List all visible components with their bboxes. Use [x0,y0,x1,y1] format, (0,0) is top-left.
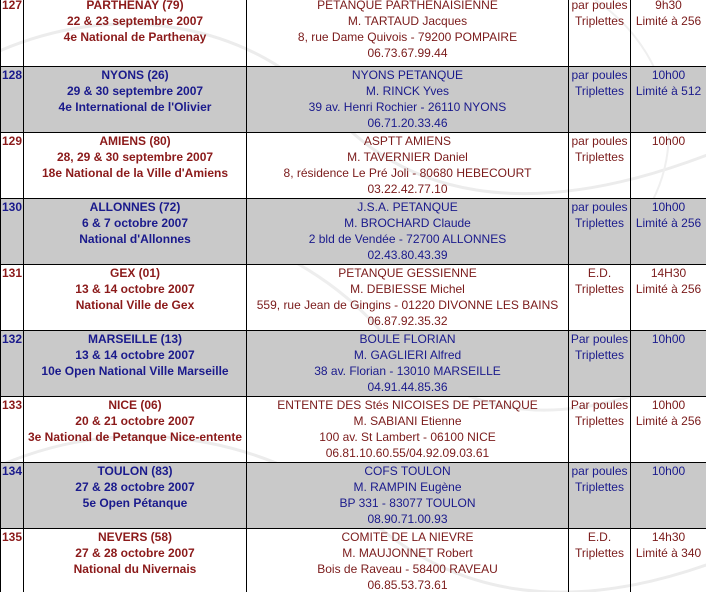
event-date: 13 & 14 octobre 2007 [75,348,195,362]
organizer-club: BOULE FLORIAN [359,332,456,346]
time-cell [631,331,706,397]
table-row [1,397,706,463]
org-cell [247,199,569,265]
event-city: ALLONNES (72) [89,200,181,214]
event-cell [24,0,247,67]
fmt-cell [569,265,631,331]
event-cell [24,463,247,529]
organizer-contact: M. RINCK Yves [365,84,450,98]
event-title: National Ville de Gex [75,298,195,312]
start-time: 9h30 [655,0,682,12]
format-team: Triplettes [575,150,624,164]
event-number: 127 [1,0,24,67]
org-cell [247,133,569,199]
format-team: Triplettes [575,84,624,98]
format-type: par poules [571,134,628,148]
event-title: 4e International de l'Olivier [58,100,212,114]
organizer-phone: 02.43.80.43.39 [367,248,448,262]
format-type: par poules [571,0,628,12]
event-cell [24,199,247,265]
entry-limit: Limité à 256 [635,282,702,296]
org-cell [247,397,569,463]
event-title: National du Nivernais [73,562,197,576]
event-title: National d'Allonnes [79,232,191,246]
organizer-phone: 06.81.10.60.55/04.92.09.03.61 [325,446,490,460]
organizer-club: J.S.A. PETANQUE [357,200,458,214]
event-city: AMIENS (80) [99,134,171,148]
start-time: 14H30 [650,266,687,280]
organizer-contact: M. TARTAUD Jacques [347,14,468,28]
organizer-club: PETANQUE PARTHENAISIENNE [317,0,498,12]
fmt-cell [569,397,631,463]
format-type: par poules [571,464,628,478]
table-row [1,463,706,529]
organizer-contact: M. DEBIESSE Michel [350,282,465,296]
event-number: 130 [1,199,24,265]
org-cell [247,529,569,592]
organizer-phone: 06.87.92.35.32 [367,314,448,328]
organizer-phone: 06.85.53.73.61 [367,578,448,592]
organizer-contact: M. TAVERNIER Daniel [347,150,468,164]
event-title: 3e National de Petanque Nice-entente [27,430,243,444]
event-date: 20 & 21 octobre 2007 [75,414,195,428]
start-time: 10h00 [651,200,686,214]
fmt-cell [569,67,631,133]
entry-limit: Limité à 256 [635,14,702,28]
event-city: TOULON (83) [97,464,173,478]
event-title: 5e Open Pétanque [82,496,188,510]
org-cell [247,67,569,133]
time-cell [631,463,706,529]
organizer-contact: M. RAMPIN Eugène [353,480,462,494]
event-number: 135 [1,529,24,592]
format-team: Triplettes [575,414,624,428]
event-city: NEVERS (58) [97,530,173,544]
organizer-address: 559, rue Jean de Gingins - 01220 DIVONNE LES BAINS [256,298,559,312]
event-cell [24,265,247,331]
event-title: 4e National de Parthenay [63,30,207,44]
format-team: Triplettes [575,348,624,362]
entry-limit: Limité à 256 [635,216,702,230]
organizer-address: 8, rue Dame Quivois - 79200 POMPAIRE [297,30,518,44]
organizer-phone: 03.22.42.77.10 [367,182,448,196]
organizer-phone: 06.73.67.99.44 [367,46,448,60]
organizer-address: 38 av. Florian - 13010 MARSEILLE [314,364,501,378]
organizer-address: 39 av. Henri Rochier - 26110 NYONS [308,100,507,114]
table-row [1,0,706,67]
organizer-contact: M. BROCHARD Claude [344,216,471,230]
start-time: 10h00 [651,68,686,82]
org-cell [247,463,569,529]
event-date: 13 & 14 octobre 2007 [75,282,195,296]
org-cell [247,265,569,331]
table-row [1,199,706,265]
format-type: E.D. [587,266,612,280]
organizer-phone: 08.90.71.00.93 [367,512,448,526]
time-cell [631,67,706,133]
organizer-club: COFS TOULON [364,464,451,478]
org-cell [247,0,569,67]
entry-limit: Limité à 256 [635,414,702,428]
organizer-contact: M. SABIANI Etienne [353,414,462,428]
event-city: PARTHENAY (79) [86,0,184,12]
organizer-club: PETANQUE GESSIENNE [338,266,477,280]
table-row [1,529,706,592]
start-time: 10h00 [651,134,686,148]
entry-limit [631,479,706,495]
start-time: 14h30 [651,530,686,544]
organizer-club: NYONS PETANQUE [351,68,464,82]
event-date: 29 & 30 septembre 2007 [66,84,204,98]
event-number: 129 [1,133,24,199]
event-city: GEX (01) [109,266,160,280]
event-number: 132 [1,331,24,397]
table-row [1,67,706,133]
fmt-cell [569,199,631,265]
event-date: 28, 29 & 30 septembre 2007 [56,150,214,164]
format-type: Par poules [570,332,629,346]
time-cell [631,397,706,463]
fmt-cell [569,0,631,67]
start-time: 10h00 [651,464,686,478]
fmt-cell [569,529,631,592]
organizer-address: 100 av. St Lambert - 06100 NICE [319,430,496,444]
org-cell [247,331,569,397]
event-date: 22 & 23 septembre 2007 [66,14,204,28]
organizer-contact: M. GAGLIERI Alfred [353,348,462,362]
time-cell [631,0,706,67]
event-number: 131 [1,265,24,331]
event-number: 128 [1,67,24,133]
organizer-club: ASPTT AMIENS [363,134,452,148]
format-type: E.D. [587,530,612,544]
fmt-cell [569,463,631,529]
event-cell [24,133,247,199]
event-date: 27 & 28 octobre 2007 [75,480,195,494]
event-title: 18e National de la Ville d'Amiens [41,166,229,180]
time-cell [631,265,706,331]
format-team: Triplettes [575,282,624,296]
table-row [1,265,706,331]
time-cell [631,133,706,199]
time-cell [631,529,706,592]
table-row [1,331,706,397]
entry-limit: Limité à 340 [635,546,702,560]
event-date: 6 & 7 octobre 2007 [81,216,189,230]
format-type: par poules [571,200,628,214]
format-team: Triplettes [575,480,624,494]
fmt-cell [569,331,631,397]
entry-limit [631,149,706,165]
start-time: 10h00 [651,332,686,346]
format-type: par poules [571,68,628,82]
organizer-address: 2 bld de Vendée - 72700 ALLONNES [308,232,507,246]
organizer-address: 8, résidence Le Pré Joli - 80680 HEBECOURT [283,166,532,180]
organizer-address: BP 331 - 83077 TOULON [339,496,476,510]
event-date: 27 & 28 octobre 2007 [75,546,195,560]
event-city: MARSEILLE (13) [87,332,182,346]
organizer-club: ENTENTE DES Stés NICOISES DE PETANQUE [277,398,538,412]
event-number: 134 [1,463,24,529]
event-cell [24,397,247,463]
format-team: Triplettes [575,216,624,230]
table-row [1,133,706,199]
event-city: NYONS (26) [101,68,169,82]
organizer-contact: M. MAUJONNET Robert [342,546,473,560]
organizer-address: Bois de Raveau - 58400 RAVEAU [317,562,498,576]
format-team: Triplettes [575,546,624,560]
event-cell [24,331,247,397]
start-time: 10h00 [651,398,686,412]
time-cell [631,199,706,265]
event-cell [24,67,247,133]
organizer-phone: 04.91.44.85.36 [367,380,448,394]
organizer-club: COMITE DE LA NIEVRE [341,530,474,544]
event-title: 10e Open National Ville Marseille [41,364,229,378]
entry-limit [631,347,706,363]
fmt-cell [569,133,631,199]
organizer-phone: 06.71.20.33.46 [367,116,448,130]
format-type: Par poules [570,398,629,412]
format-team: Triplettes [575,14,624,28]
event-cell [24,529,247,592]
event-number: 133 [1,397,24,463]
event-city: NICE (06) [108,398,162,412]
entry-limit: Limité à 512 [635,84,702,98]
